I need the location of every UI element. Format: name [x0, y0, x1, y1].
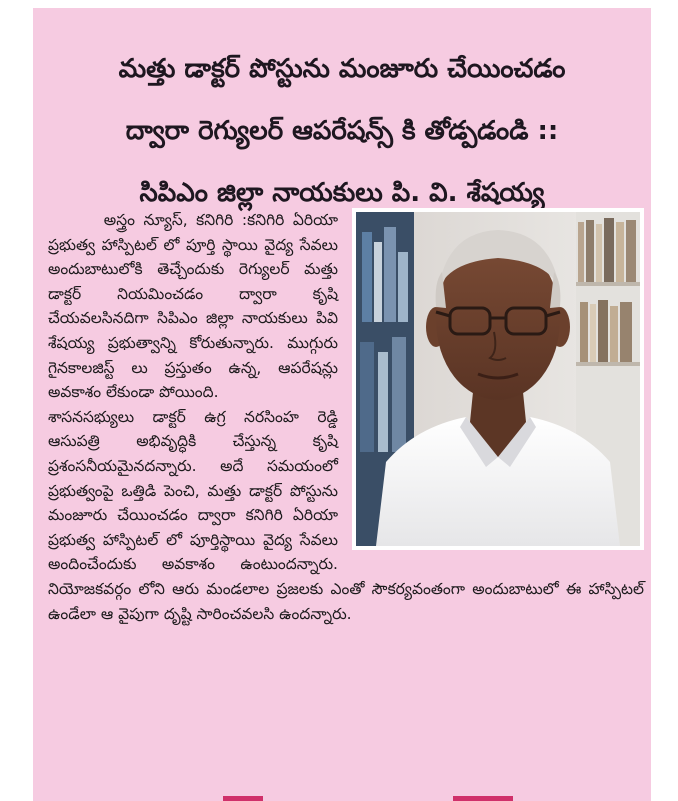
headline-line-2: ద్వారా రెగ్యులర్ ఆపరేషన్స్ కి తోడ్పడండి :: [125, 116, 559, 146]
headline [33, 8, 651, 224]
headline-line-3: సిపిఎం జిల్లా నాయకులు పి. వి. శేషయ్య [139, 178, 545, 208]
bottom-fragment-mark [453, 796, 513, 801]
news-clipping [33, 8, 651, 798]
article-paragraph-1: అస్త్రం న్యూస్, కనిగిరి :కనిగిరి ఏరియా ప్రభుత్వ హాస్పిటల్ లో పూర్తి స్థాయి వైద్య సేవలు అందుబాటులోకి తెచ్చేందుకు రెగ్యులర్ మత్తు డాక్టర్ నియమించడం ద్వారా కృషి చేయవలసినదిగా సిపిఎం జిల్లా నాయకులు పివి శేషయ్య ప్రభుత్వాన్ని కోరుతున్నారు. ముగ్గురు గైనకాలజిస్ట్ లు ప్రస్తుతం ఉన్న, ఆపరేషన్లు అవకాశం లేకుండా పోయింది. [48, 211, 338, 402]
headline-line-1: మత్తు డాక్టర్ పోస్టును మంజూరు చేయించడం [118, 54, 566, 84]
portrait-illustration [356, 212, 640, 546]
portrait-photo [352, 208, 644, 550]
bottom-strip [33, 796, 651, 801]
bottom-fragment-mark [223, 796, 263, 801]
article-body [48, 208, 644, 626]
article-paragraph-2: శాసనసభ్యులు డాక్టర్ ఉగ్ర నరసింహ రెడ్డి ఆసుపత్రి అభివృద్ధికి చేస్తున్న కృషి ప్రశంసనీయమైనదన్నారు. అదే సమయంలో ప్రభుత్వంపై ఒత్తిడి పెంచి, మత్తు డాక్టర్ పోస్టును మంజూరు చేయించడం ద్వారా కనిగిరి ఏరియా ప్రభుత్వ హాస్పిటల్ లో పూర్తిస్థాయి వైద్య సేవలు అందించేందుకు అవకాశం ఉంటుందన్నారు. నియోజకవర్గం లోని ఆరు మండలాల ప్రజలకు ఎంతో సౌకర్యవంతంగా అందుబాటులో ఈ హాస్పిటల్ ఉండేలా ఆ వైపుగా దృష్టి సారించవలసి ఉందన్నారు. [48, 407, 644, 623]
